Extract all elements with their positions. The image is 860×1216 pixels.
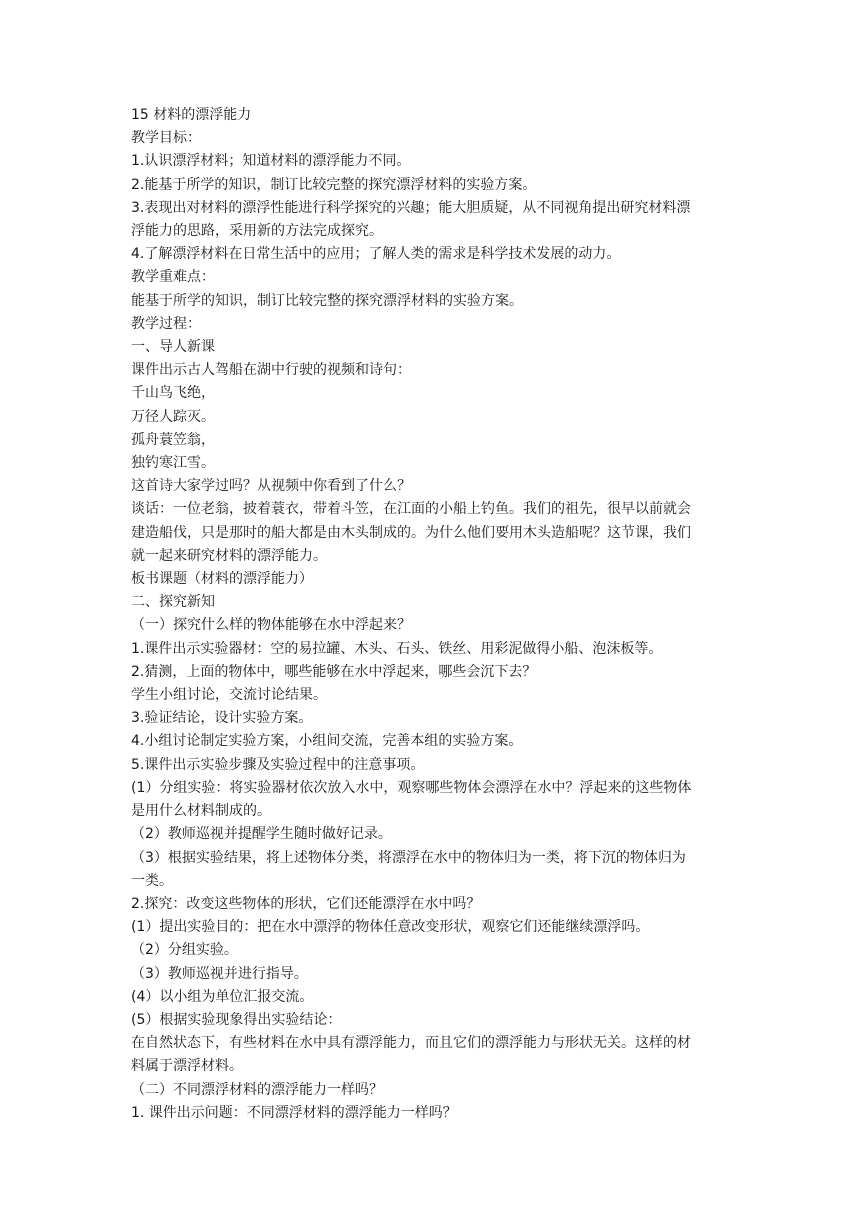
text-line: 教学过程： (131, 315, 201, 332)
text-line: 谈话：一位老翁，披着蓑衣，带着斗笠，在江面的小船上钓鱼。我们的祖先，很早以前就会 (131, 501, 691, 518)
text-line: 1.认识漂浮材料；知道材料的漂浮能力不同。 (131, 153, 411, 170)
text-line: 1. 课件出示问题：不同漂浮材料的漂浮能力一样吗？ (131, 1104, 457, 1121)
text-line: （3）教师巡视并进行指导。 (131, 965, 308, 982)
text-line: 课件出示古人驾船在湖中行驶的视频和诗句： (131, 362, 411, 379)
text-line: (4）以小组为单位汇报交流。 (131, 988, 314, 1005)
text-line: 在自然状态下，有些材料在水中具有漂浮能力，而且它们的漂浮能力与形状无关。这样的材 (131, 1035, 691, 1052)
text-line: 这首诗大家学过吗？从视频中你看到了什么？ (131, 478, 411, 495)
document-body (131, 104, 731, 1125)
text-line: 一类。 (131, 872, 173, 889)
text-line: 2.猜测，上面的物体中，哪些能够在水中浮起来，哪些会沉下去？ (131, 663, 537, 680)
text-line: 教学目标： (131, 130, 201, 147)
text-line: （3）根据实验结果，将上述物体分类，将漂浮在水中的物体归为一类，将下沉的物体归为 (131, 849, 686, 866)
text-line: 浮能力的思路，采用新的方法完成探究。 (131, 223, 383, 240)
text-line: 4.了解漂浮材料在日常生活中的应用；了解人类的需求是科学技术发展的动力。 (131, 246, 621, 263)
text-line: 料属于漂浮材料。 (131, 1058, 243, 1075)
text-line: （2）分组实验。 (131, 942, 238, 959)
text-line: 4.小组讨论制定实验方案，小组间交流，完善本组的实验方案。 (131, 733, 523, 750)
text-line: 能基于所学的知识，制订比较完整的探究漂浮材料的实验方案。 (131, 292, 523, 309)
text-line: 3.表现出对材料的漂浮性能进行科学探究的兴趣；能大胆质疑，从不同视角提出研究材料漂 (131, 199, 691, 216)
text-line: 1.课件出示实验器材：空的易拉罐、木头、石头、铁丝、用彩泥做得小船、泡沫板等。 (131, 640, 663, 657)
text-line: 学生小组讨论，交流讨论结果。 (131, 687, 327, 704)
text-line: 3.验证结论，设计实验方案。 (131, 710, 313, 727)
text-line: 5.课件出示实验步骤及实验过程中的注意事项。 (131, 756, 425, 773)
text-line: 就一起来研究材料的漂浮能力。 (131, 547, 327, 564)
text-line: 教学重难点： (131, 269, 215, 286)
text-line: 万径人踪灭。 (131, 408, 215, 425)
text-line: 建造船伐，只是那时的船大都是由木头制成的。为什么他们要用木头造船呢？这节课，我们 (131, 524, 691, 541)
text-line: (1）分组实验：将实验器材依次放入水中，观察哪些物体会漂浮在水中？浮起来的这些物体 (131, 779, 692, 796)
text-line: (5）根据实验现象得出实验结论： (131, 1011, 342, 1028)
text-line: 二、探究新知 (131, 594, 215, 611)
text-line: 一、导人新课 (131, 339, 215, 356)
text-line: 2.能基于所学的知识，制订比较完整的探究漂浮材料的实验方案。 (131, 176, 537, 193)
text-line: （一）探究什么样的物体能够在水中浮起来？ (131, 617, 411, 634)
text-line: （二）不同漂浮材料的漂浮能力一样吗？ (131, 1081, 383, 1098)
text-line: 板书课题（材料的漂浮能力） (131, 571, 313, 588)
text-line: 千山鸟飞绝， (131, 385, 215, 402)
text-line: 2.探究：改变这些物体的形状，它们还能漂浮在水中吗？ (131, 895, 481, 912)
text-line: 是用什么材料制成的。 (131, 803, 271, 820)
text-line: （2）教师巡视并提醒学生随时做好记录。 (131, 826, 392, 843)
text-line: 15 材料的漂浮能力 (131, 107, 252, 123)
text-line: (1）提出实验目的：把在水中漂浮的物体任意改变形状，观察它们还能继续漂浮吗。 (131, 919, 650, 936)
text-line: 孤舟蓑笠翁， (131, 431, 215, 448)
text-line: 独钓寒江雪。 (131, 455, 215, 472)
